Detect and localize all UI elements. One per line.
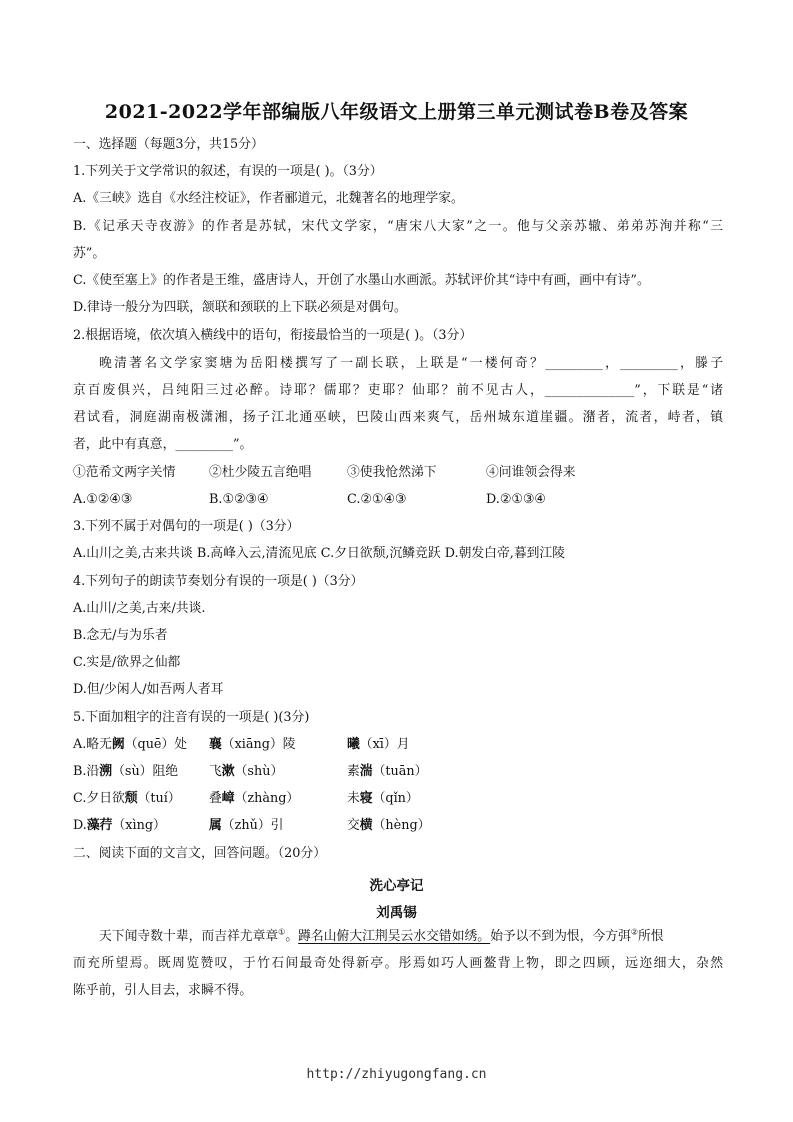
- q5-row-c-col1: C.夕日欲颓（tuí）: [73, 791, 181, 806]
- q5-row-c-col2: 叠嶂（zhàng）: [209, 791, 300, 806]
- q2-option-a: A.①②④③: [73, 492, 133, 507]
- underlined-sentence: 蹲名山俯大江荆吴云水交错如绣。: [298, 929, 491, 944]
- footnote-marker-2: ②: [630, 927, 639, 937]
- article-para-line2: 而充所望焉。既周览赞叹，于竹石间最奇处得新亭。彤焉如巧人画鳌背上物，即之四顾，远迩细大，杂然: [73, 956, 723, 971]
- q2-item-3: ③使我怆然涕下: [347, 465, 437, 480]
- q1-option-a: A.《三峡》选自《水经注校证》，作者郦道元，北魏著名的地理学家。: [73, 191, 464, 206]
- page-title: 2021-2022学年部编版八年级语文上册第三单元测试卷B卷及答案: [104, 101, 689, 123]
- q4-option-c: C.实是/欲界之仙都: [73, 655, 181, 670]
- q2-stem: 2.根据语境，依次填入横线中的语句，衔接最恰当的一项是( )。（3分）: [73, 328, 473, 343]
- q5-row-a-col3: 曦（xī）月: [347, 737, 410, 752]
- article-title: 洗心亭记: [369, 878, 424, 894]
- q5-row-d-col2: 属（zhǔ）引: [209, 818, 284, 833]
- q5-row-b-col1: B.沿溯（sù）阻绝: [73, 764, 179, 779]
- q2-option-b: B.①②③④: [209, 492, 269, 507]
- q5-row-a-col2: 襄（xiāng）陵: [209, 737, 296, 752]
- q5-stem: 5.下面加粗字的注音有误的一项是( )(3分): [73, 710, 310, 725]
- q1-option-c: C.《使至塞上》的作者是王维，盛唐诗人，开创了水墨山水画派。苏轼评价其“诗中有画，画中有诗”。: [73, 273, 650, 288]
- q5-row-a-col1: A.略无阙（quē）处: [73, 737, 188, 752]
- q2-passage-line3: 君试看，洞庭湖南极潇湘，扬子江北通巫峡，巴陵山西来爽气，岳州城东道崖疆。潴者，流者，峙者，镇: [73, 410, 723, 425]
- q5-row-d-col1: D.藻荇（xìng）: [73, 818, 166, 833]
- q2-passage-line4: 者，此中有真意，_________”。: [73, 437, 253, 452]
- section2-heading: 二、阅读下面的文言文，回答问题。（20分）: [73, 846, 327, 861]
- footer-url: http://zhiyugongfang.cn: [306, 1067, 487, 1082]
- q1-option-d: D.律诗一般分为四联，颔联和颈联的上下联必须是对偶句。: [73, 300, 407, 315]
- q2-item-4: ④问谁领会得来: [486, 465, 576, 480]
- q4-option-b: B.念无/与为乐者: [73, 628, 168, 643]
- q2-passage-line1: 晚清著名文学家窦塘为岳阳楼撰写了一副长联，上联是“一楼何奇？_________，_________，滕子: [99, 356, 723, 371]
- footnote-marker-1: ①: [278, 927, 286, 937]
- q1-option-b-line1: B.《记承天寺夜游》的作者是苏轼，宋代文学家，“唐宋八大家”之一。他与父亲苏辙、弟弟苏洵并称“三: [73, 219, 723, 234]
- q5-row-b-col3: 素湍（tuān）: [347, 764, 428, 779]
- q5-row-b-col2: 飞漱（shù）: [209, 764, 284, 779]
- q2-option-d: D.②①③④: [486, 492, 546, 507]
- q4-option-a: A.山川/之美,古来/共谈.: [73, 601, 206, 616]
- article-author: 刘禹锡: [376, 905, 417, 921]
- q3-stem: 3.下列不属于对偶句的一项是( )（3分）: [73, 519, 300, 534]
- q1-stem: 1.下列关于文学常识的叙述，有误的一项是( )。（3分）: [73, 164, 383, 179]
- q5-row-c-col3: 未寝（qǐn）: [347, 791, 419, 806]
- q2-item-1: ①范希文两字关情: [73, 465, 176, 480]
- q4-option-d: D.但/少闲人/如吾两人者耳: [73, 682, 224, 697]
- q5-row-d-col3: 交横（hèng）: [347, 818, 431, 833]
- article-para-line3: 陈乎前，引人目去，求瞬不得。: [73, 983, 253, 998]
- q2-option-c: C.②①④③: [347, 492, 407, 507]
- q4-stem: 4.下列句子的朗读节奏划分有误的一项是( )（3分）: [73, 574, 364, 589]
- q2-passage-line2: 京百废俱兴，吕纯阳三过必醉。诗耶？儒耶？吏耶？仙耶？前不见古人，______________”，下联是“诸: [73, 383, 723, 398]
- section1-heading: 一、选择题（每题3分，共15分）: [73, 137, 264, 152]
- q3-options: A.山川之美,古来共谈 B.高峰入云,清流见底 C.夕日欲颓,沉鳞竞跃 D.朝发白帝,暮到江陵: [73, 546, 566, 561]
- q1-option-b-line2: 苏”。: [73, 246, 106, 261]
- q2-item-2: ②杜少陵五言绝唱: [209, 465, 312, 480]
- article-para-line1: 天下闻寺数十辈，而吉祥尤章章①。蹲名山俯大江荆吴云水交错如绣。始予以不到为恨，今方弭②所恨: [99, 927, 664, 944]
